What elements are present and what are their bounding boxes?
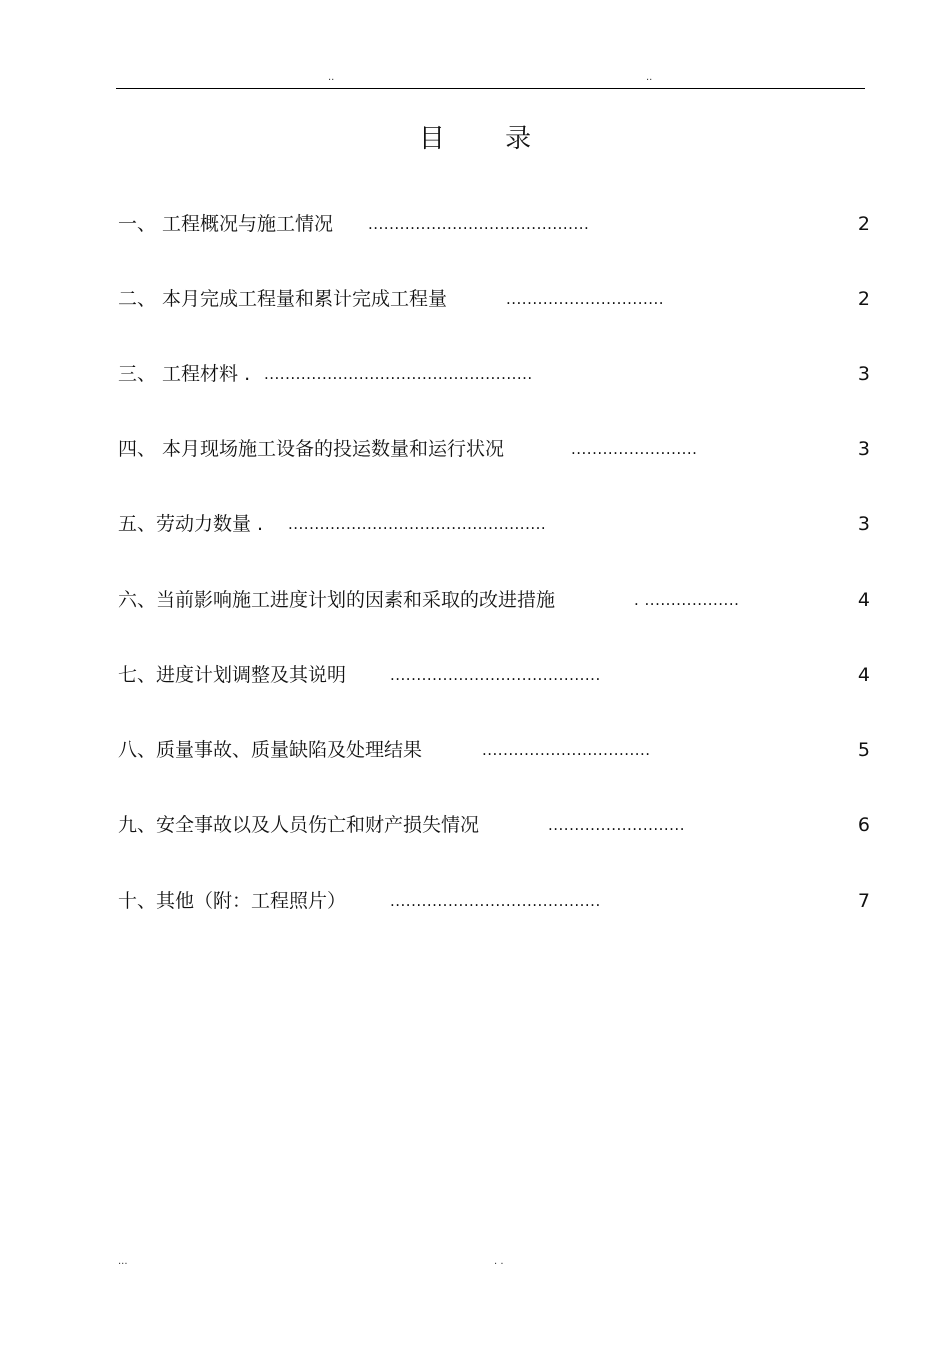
toc-page-number: 3 bbox=[857, 363, 870, 385]
toc-leader-dots: .......................................... bbox=[368, 215, 590, 233]
toc-page-number: 3 bbox=[857, 513, 870, 535]
toc-leader-dots: .......................... bbox=[548, 816, 685, 834]
toc-entry-label: 一、 工程概况与施工情况 bbox=[118, 213, 334, 235]
header-right-mark: .. bbox=[646, 72, 653, 83]
toc-entry-label: 九、安全事故以及人员伤亡和财产损失情况 bbox=[118, 814, 480, 836]
toc-leader-dots: ................................ bbox=[482, 741, 651, 759]
title-right-char: 录 bbox=[505, 124, 532, 154]
toc-leader-dots: ........................ bbox=[571, 440, 698, 458]
toc-entry-label: 十、其他（附：工程照片） bbox=[118, 890, 347, 912]
toc-entry-6[interactable] bbox=[118, 587, 740, 613]
toc-entry-4[interactable] bbox=[118, 436, 698, 462]
toc-leader-dots: . .................. bbox=[634, 591, 740, 609]
toc-entry-9[interactable] bbox=[118, 812, 685, 838]
toc-leader-dots: ................................................. bbox=[288, 515, 547, 533]
header-rule bbox=[116, 88, 865, 89]
toc-entry-2[interactable] bbox=[118, 286, 665, 312]
toc-entry-1[interactable] bbox=[118, 211, 590, 237]
title-left-char: 目 bbox=[418, 124, 445, 154]
toc-entry-label: 四、 本月现场施工设备的投运数量和运行状况 bbox=[118, 438, 505, 460]
toc-entry-label: 六、当前影响施工进度计划的因素和采取的改进措施 bbox=[118, 589, 556, 611]
toc-entry-3[interactable] bbox=[118, 361, 533, 387]
toc-page-number: 6 bbox=[857, 814, 870, 836]
toc-page-number: 7 bbox=[857, 890, 870, 912]
toc-entry-10[interactable] bbox=[118, 888, 601, 914]
toc-page-number: 5 bbox=[857, 739, 870, 761]
toc-leader-dots: ........................................ bbox=[390, 666, 601, 684]
header-left-mark: .. bbox=[328, 72, 335, 83]
toc-leader-dots: .............................. bbox=[506, 290, 665, 308]
toc-entry-label: 二、 本月完成工程量和累计完成工程量 bbox=[118, 288, 448, 310]
toc-entry-5[interactable] bbox=[118, 511, 547, 537]
footer-center-mark: . . bbox=[494, 1256, 504, 1267]
toc-page-number: 4 bbox=[857, 664, 870, 686]
toc-page-number: 4 bbox=[857, 589, 870, 611]
toc-entry-label: 八、质量事故、质量缺陷及处理结果 bbox=[118, 739, 423, 761]
toc-page-number: 2 bbox=[857, 288, 870, 310]
toc-entry-label: 七、进度计划调整及其说明 bbox=[118, 664, 347, 686]
toc-entry-8[interactable] bbox=[118, 737, 651, 763]
footer-left-mark: ... bbox=[118, 1256, 128, 1267]
toc-page-number: 3 bbox=[857, 438, 870, 460]
toc-entry-7[interactable] bbox=[118, 662, 601, 688]
toc-entry-label: 三、 工程材料 . bbox=[118, 363, 251, 385]
page-title bbox=[0, 122, 950, 156]
toc-page-number: 2 bbox=[857, 213, 870, 235]
toc-leader-dots: ................................................... bbox=[264, 365, 533, 383]
toc-leader-dots: ........................................ bbox=[390, 892, 601, 910]
toc-entry-label: 五、劳动力数量 . bbox=[118, 513, 264, 535]
